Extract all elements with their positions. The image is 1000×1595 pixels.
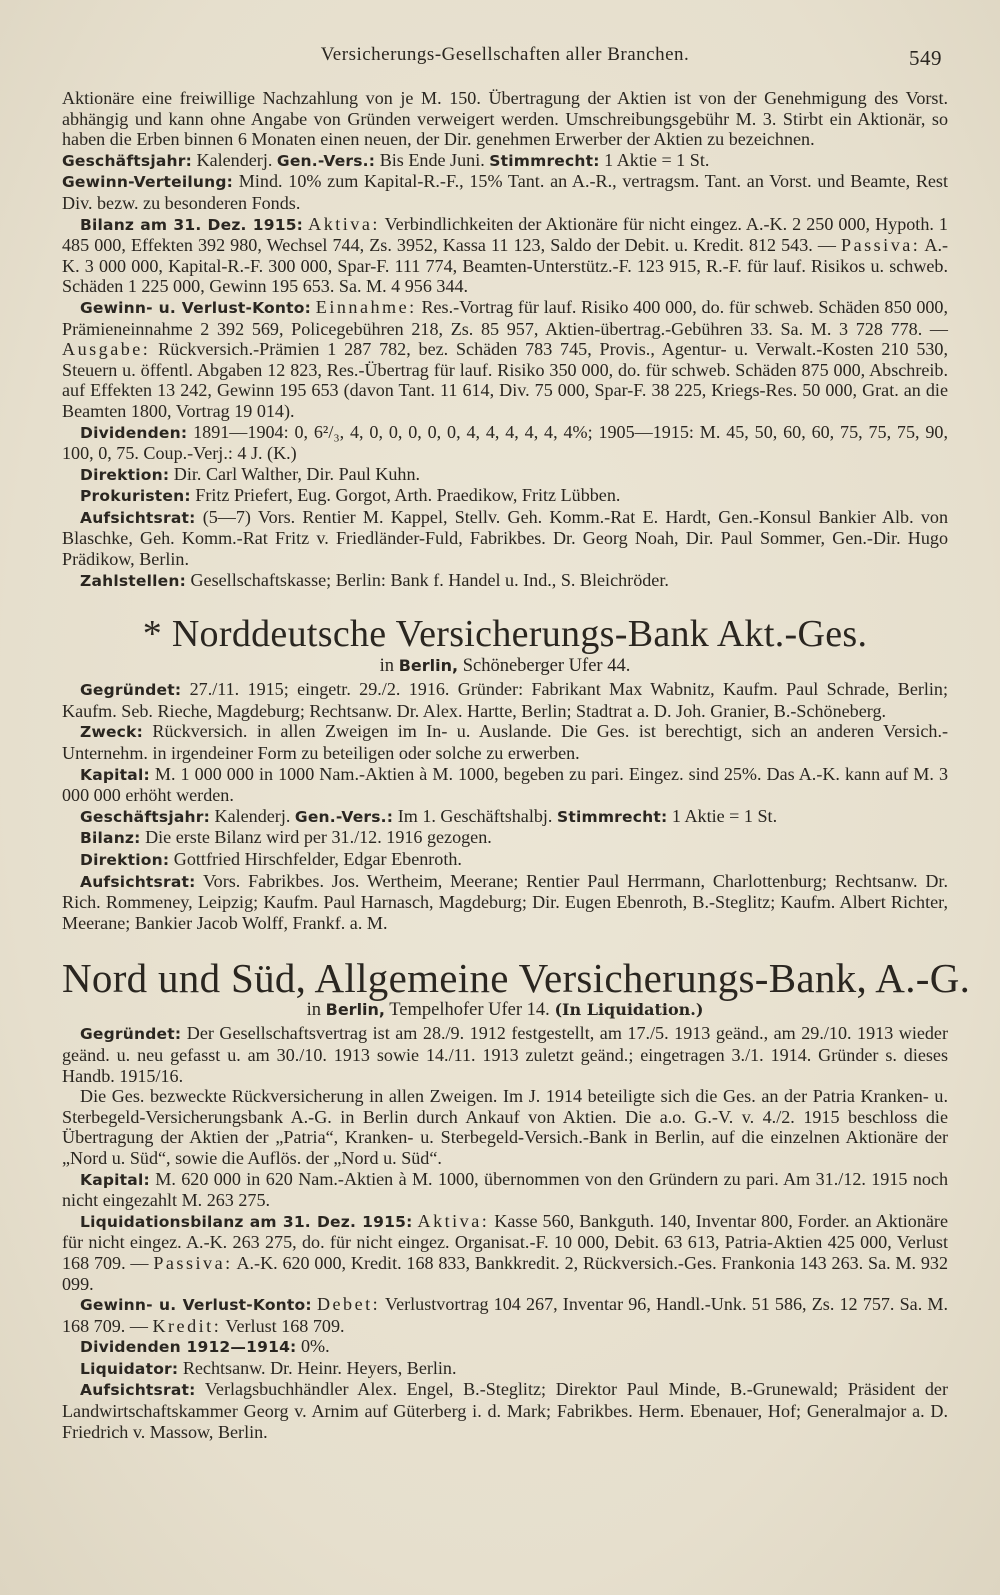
dividends-label: Dividenden 1912—1914: — [80, 1338, 297, 1357]
founded — [62, 1023, 948, 1086]
page-number: 549 — [909, 46, 942, 70]
founded-text: 27./11. 1915; eingetr. 29./2. 1916. Gründer: Fabrikant Max Wabnitz, Kaufm. Paul Schrade, Berlin; Kaufm. Seb. Rieche, Magdeburg; Rechtsanw. Dr. Alex. Hartte, Berlin; Stadtrat a. D. Joh. Granier, B.-Schöneberg. — [62, 679, 948, 721]
dividends-text: 0%. — [296, 1336, 330, 1357]
liquidation-status: (In Liquidation.) — [554, 1000, 704, 1020]
address-prefix: in — [306, 1000, 326, 1021]
supervisory-board-text: (5—7) Vors. Rentier M. Kappel, Stellv. Geh. Komm.-Rat E. Hardt, Gen.-Konsul Bankier Alb. von Blaschke, Geh. Komm.-Rat Fritz v. Friedländer-Fuld, Fabrikbes. Dr. Georg Noah, Dir. Paul Sommer, Gen.-Dir. Hugo Prädikow, Berlin. — [62, 506, 948, 570]
purpose — [62, 721, 948, 763]
general-meeting-label: Gen.-Vers.: — [294, 807, 394, 826]
purpose-label: Zweck: — [80, 723, 143, 742]
voting-right-label: Stimmrecht: — [489, 151, 600, 170]
expense-text: Rückversich.-Prämien 1 287 782, bez. Schäden 783 745, Provis., Agentur- u. Verwalt.-Kosten 210 530, Steuern u. öffentl. Abgaben 12 823, Res.-Übertrag für lauf. Risiko 350 000, do. für schweb. Schäden 875 000, Abschreib. auf Effekten 13 242, Gewinn 195 653 (davon Tant. 11 614, Div. 75 000, Spar-F. 38 225, Kriegs-Res. 50 000, Grat. an die Beamten 1800, Vortrag 19 014). — [62, 339, 948, 421]
entry-continued — [62, 88, 948, 591]
liquidation-balance — [62, 1211, 948, 1294]
dividends-label: Dividenden: — [80, 423, 188, 442]
dividends — [62, 422, 948, 464]
balance-sheet-label: Bilanz: — [80, 829, 141, 848]
assets-text: Kasse 560, Bankguth. 140, Inventar 800, Forder. an Aktionäre für nicht eingez. A.-K. 263 275, do. für nicht eingez. Organisat.-F. 10 000, Debit. 63 613, Patria-Aktien 425 000, Verlust 168 709. — — [62, 1210, 948, 1273]
management — [62, 464, 948, 486]
company-address — [62, 999, 948, 1021]
debit-text: Verlustvortrag 104 267, Inventar 96, Handl.-Unk. 51 586, Zs. 12 757. Sa. M. 168 709. — — [62, 1294, 948, 1336]
founded-label: Gegründet: — [80, 681, 182, 700]
company-purpose-paragraph: Die Ges. bezweckte Rückversicherung in allen Zweigen. Im J. 1914 beteiligte sich die Ges. an der Patria Kranken- u. Sterbegeld-Versicherungsbank A.-G. in Berlin durch Ankauf von Aktien. Die a.o. G.-V. v. 4./2. 1915 beschloss die Übertragung der Aktien der „Patria“, Kranken- u. Sterbegeld-Versich.-Bank in Berlin, auf die einzelnen Aktionäre der „Nord u. Süd“, sowie die Auflös. der „Nord u. Süd“. — [62, 1086, 948, 1168]
profit-loss-label: Gewinn- u. Verlust-Konto: — [80, 1296, 312, 1315]
shareholder-paragraph: Aktionäre eine freiwillige Nachzahlung von je M. 150. Übertragung der Aktien ist von der Genehmigung des Vorst. abhängig und kann ohne Angabe von Gründen verweigert werden. Umschreibungsgebühr M. 3. Stirbt ein Aktionär, so haben die Erben binnen 6 Monaten einen neuen, der Dir. genehmen Erwerber der Aktien zu bezeichnen. — [62, 88, 948, 150]
profit-loss-account — [62, 1294, 948, 1336]
paying-agents-label: Zahlstellen: — [80, 571, 186, 590]
voting-right-text: 1 Aktie = 1 St. — [667, 805, 778, 826]
company-title: Nord und Süd, Allgemeine Versicherungs-Bank, A.-G. — [62, 955, 971, 1002]
profit-loss-label: Gewinn- u. Verlust-Konto: — [80, 298, 311, 317]
business-year-line — [62, 150, 948, 172]
assets-text: Verbindlichkeiten der Aktionäre für nicht eingez. A.-K. 2 250 000, Hypoth. 1 485 000, Effekten 392 980, Wechsel 744, Zs. 3952, Kassa 11 123, Saldo der Debit. u. Kredit. 812 543. — — [62, 213, 948, 256]
general-meeting-text: Bis Ende Juni. — [375, 149, 490, 170]
address-street: Tempelhofer Ufer 14. — [385, 1000, 555, 1021]
founded-label: Gegründet: — [80, 1025, 182, 1044]
credit-text: Verlust 168 709. — [221, 1315, 345, 1336]
procurators — [62, 485, 948, 507]
supervisory-board-label: Aufsichtsrat: — [80, 508, 196, 527]
address-street: Schöneberger Ufer 44. — [458, 656, 631, 677]
supervisory-board — [62, 507, 948, 570]
founded-text: Der Gesellschaftsvertrag ist am 28./9. 1912 festgestellt, am 17./5. 1913 geänd., am 29./10. 1913 wieder geänd. u. neu gefasst u. am 30./10. 1913 sowie 14./11. 1913 zuletzt geänd.; eingetragen 3./1. 1914. Gründer s. dieses Handb. 1915/16. — [62, 1023, 948, 1086]
profit-distribution-text: Mind. 10% zum Kapital-R.-F., 15% Tant. an A.-R., vertragsm. Tant. an Vorst. und Beamte, Rest Div. bezw. zu besonderen Fonds. — [62, 171, 948, 213]
liabilities-label: Passiva: — [153, 1252, 233, 1273]
entry-nord-und-sued — [62, 955, 971, 1442]
capital-label: Kapital: — [80, 1170, 150, 1189]
liabilities-text: A.-K. 620 000, Kredit. 168 833, Bankkredit. 2, Rückversich.-Ges. Frankonia 143 263. Sa. M. 932 099. — [62, 1252, 948, 1294]
supervisory-board-label: Aufsichtsrat: — [80, 1381, 196, 1400]
procurators-label: Prokuristen: — [80, 487, 191, 506]
liabilities-label: Passiva: — [841, 235, 921, 256]
business-year-text: Kalenderj. — [191, 149, 277, 170]
profit-loss-account — [62, 297, 948, 422]
paying-agents — [62, 570, 948, 592]
business-year-text: Kalenderj. — [209, 805, 295, 826]
running-title: Versicherungs-Gesellschaften aller Branchen. — [320, 44, 690, 65]
balance-sheet-label: Bilanz am 31. Dez. 1915: — [80, 215, 304, 234]
liabilities-text: A.-K. 3 000 000, Kapital-R.-F. 300 000, Spar-F. 111 774, Beamten-Unterstütz.-F. 123 915, R.-F. für lauf. Risikos u. schweb. Schäden 1 225 000, Gewinn 195 653. Sa. M. 4 956 344. — [62, 235, 948, 297]
voting-right-label: Stimmrecht: — [556, 807, 668, 826]
procurators-text: Fritz Priefert, Eug. Gorgot, Arth. Praedikow, Fritz Lübben. — [190, 485, 621, 506]
liquidator — [62, 1358, 948, 1380]
business-year-line — [62, 806, 948, 828]
supervisory-board — [62, 871, 948, 934]
capital-label: Kapital: — [80, 765, 150, 784]
income-text: Res.-Vortrag für lauf. Risiko 400 000, do. für schweb. Schäden 850 000, Prämieneinnahme 2 392 569, Policegebühren 218, Zs. 85 957, Aktien-übertrag.-Gebühren 33. Sa. M. 3 728 778. — — [62, 296, 949, 339]
founded — [62, 679, 948, 721]
expense-label: Ausgabe: — [62, 339, 151, 360]
profit-distribution — [62, 171, 948, 213]
purpose-text: Rückversich. in allen Zweigen im In- u. Auslande. Die Ges. ist berechtigt, sich an anderen Versich.-Unternehm. in irgendeiner Form zu beteiligen oder solche zu erwerben. — [62, 721, 948, 764]
management-label: Direktion: — [80, 851, 170, 869]
profit-distribution-label: Gewinn-Verteilung: — [62, 173, 234, 192]
balance-sheet-text: Die erste Bilanz wird per 31./12. 1916 gezogen. — [140, 827, 492, 848]
general-meeting-label: Gen.-Vers.: — [276, 151, 376, 170]
running-header — [62, 44, 948, 74]
address-prefix: in — [379, 656, 399, 677]
management-text: Dir. Carl Walther, Dir. Paul Kuhn. — [169, 463, 421, 484]
general-meeting-text: Im 1. Geschäftshalbj. — [393, 805, 557, 826]
management-text: Gottfried Hirschfelder, Edgar Ebenroth. — [169, 849, 462, 869]
capital — [62, 1169, 948, 1211]
liquidator-label: Liquidator: — [80, 1359, 179, 1378]
management — [62, 849, 948, 871]
dividends — [62, 1336, 948, 1358]
balance-sheet — [62, 827, 948, 849]
balance-sheet — [62, 214, 948, 297]
dividends-text: 1891—1904: 0, 6²/₃, 4, 0, 0, 0, 0, 0, 4, 4, 4, 4, 4, 4%; 1905—1915: M. 45, 50, 60, 60, 75, 75, 75, 90, 100, 0, 75. Coup.-Verj.: 4 J. (K.) — [62, 421, 948, 464]
capital-text: M. 1 000 000 in 1000 Nam.-Aktien à M. 1000, begeben zu pari. Eingez. sind 25%. Das A.-K. kann auf M. 3 000 000 erhöht werden. — [62, 763, 948, 806]
business-year-label: Geschäftsjahr: — [80, 807, 210, 826]
business-year-label: Geschäftsjahr: — [62, 151, 192, 170]
paying-agents-text: Gesellschaftskasse; Berlin: Bank f. Handel u. Ind., S. Bleichröder. — [185, 569, 669, 590]
entry-norddeutsche — [62, 613, 948, 933]
income-label: Einnahme: — [315, 296, 417, 317]
capital — [62, 764, 948, 806]
assets-label: Aktiva: — [417, 1210, 490, 1231]
company-title: * Norddeutsche Versicherungs-Bank Akt.-Ges. — [142, 613, 868, 656]
company-address — [62, 655, 948, 677]
capital-text: M. 620 000 in 620 Nam.-Aktien à M. 1000, übernommen von den Gründern zu pari. Am 31./12. 1915 noch nicht eingezahlt M. 263 275. — [62, 1168, 948, 1211]
address-city: Berlin, — [398, 656, 459, 676]
liquidator-text: Rechtsanw. Dr. Heinr. Heyers, Berlin. — [178, 1357, 457, 1378]
address-city: Berlin, — [325, 1000, 385, 1020]
supervisory-board-text: Vors. Fabrikbes. Jos. Wertheim, Meerane; Rentier Paul Herrmann, Charlottenburg; Rechtsanw. Dr. Rich. Rommeney, Leipzig; Kaufm. Paul Harnasch, Magdeburg; Dir. Eugen Ebenroth, B.-Steglitz; Kaufm. Albert Richter, Meerane; Bankier Jacob Wolff, Frankf. a. M. — [62, 870, 948, 933]
management-label: Direktion: — [80, 465, 170, 484]
assets-label: Aktiva: — [308, 213, 380, 234]
supervisory-board-text: Verlagsbuchhändler Alex. Engel, B.-Steglitz; Direktor Paul Minde, B.-Grunewald; Präsident der Landwirtschaftskammer Georg v. Arnim auf Güterberg i. d. Mark; Fabrikbes. Herm. Ebenauer, Hof; Generalmajor a. D. Friedrich v. Massow, Berlin. — [62, 1379, 948, 1442]
liquidation-balance-label: Liquidationsbilanz am 31. Dez. 1915: — [80, 1212, 413, 1231]
credit-label: Kredit: — [152, 1315, 222, 1336]
voting-right-text: 1 Aktie = 1 St. — [599, 149, 710, 170]
supervisory-board — [62, 1379, 948, 1442]
supervisory-board-label: Aufsichtsrat: — [80, 872, 196, 891]
debit-label: Debet: — [316, 1294, 381, 1315]
